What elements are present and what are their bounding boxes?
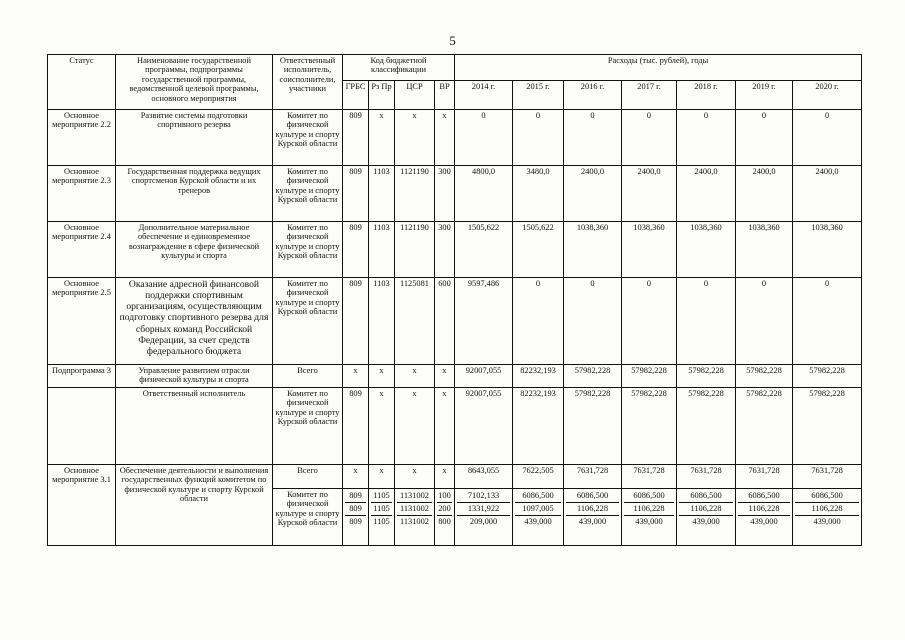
budget-table: [47, 54, 862, 546]
row-value: 92007,055: [455, 365, 513, 388]
sub-value: 439,000: [813, 517, 841, 526]
row-name: Ответственный исполнитель: [116, 388, 273, 465]
row-value: 0: [793, 278, 862, 365]
sub-csr-cell: [395, 489, 435, 546]
row-value: 0: [677, 110, 736, 166]
header-rzpr: Рз Пр: [369, 81, 395, 110]
sub-value: 6086,500: [795, 490, 859, 503]
sub-values-cell: [736, 489, 793, 546]
row-value: 92007,055: [455, 388, 513, 465]
row-grbs: 809: [343, 278, 369, 365]
sub-grbs-cell: [343, 489, 369, 546]
row-status: Подпрограмма 3: [48, 365, 116, 388]
row-value: 0: [736, 278, 793, 365]
row-responsible: Комитет по физической культуре и спорту Курской области: [273, 388, 343, 465]
sub-vr: 200: [437, 503, 452, 516]
row-status: Основное мероприятие 2.5: [48, 278, 116, 365]
row-value: 7631,728: [793, 465, 862, 489]
sub-value: 439,000: [578, 517, 607, 526]
row-value: 9597,486: [455, 278, 513, 365]
sub-value: 1097,005: [515, 503, 561, 516]
row-value: 1038,360: [793, 222, 862, 278]
sub-values-cell: [513, 489, 564, 546]
row-value: 57982,228: [564, 365, 622, 388]
sub-value: 7102,133: [457, 490, 510, 503]
row-value: 82232,193: [513, 388, 564, 465]
header-grbs: ГРБС: [343, 81, 369, 110]
header-year: 2017 г.: [622, 81, 677, 110]
sub-values-cell: [564, 489, 622, 546]
row-rzpr: х: [369, 365, 395, 388]
sub-value: 6086,500: [566, 490, 619, 503]
row-value: 1038,360: [736, 222, 793, 278]
row-csr: х: [395, 110, 435, 166]
header-vr: ВР: [435, 81, 455, 110]
row-csr: х: [395, 388, 435, 465]
sub-vr-cell: [435, 489, 455, 546]
header-expenses: Расходы (тыс. рублей), годы: [455, 55, 862, 81]
row-responsible: Комитет по физической культуре и спорту Курской области: [273, 278, 343, 365]
row-value: 7631,728: [736, 465, 793, 489]
sub-value: 439,000: [524, 517, 552, 526]
sub-value: 6086,500: [738, 490, 790, 503]
header-budget-code: Код бюджетной классификации: [343, 55, 455, 81]
row-value: 2400,0: [793, 166, 862, 222]
sub-value: 6086,500: [624, 490, 674, 503]
row-status: Основное мероприятие 2.2: [48, 110, 116, 166]
row-grbs: х: [343, 365, 369, 388]
sub-value: 439,000: [635, 517, 663, 526]
row-value: 1505,622: [455, 222, 513, 278]
row-value: 0: [677, 278, 736, 365]
sub-values-cell: [622, 489, 677, 546]
row-csr: 1125081: [395, 278, 435, 365]
table-row: [48, 365, 862, 388]
row-responsible: Комитет по физической культуре и спорту Курской области: [273, 489, 343, 546]
sub-vr: 800: [438, 517, 451, 526]
row-rzpr: х: [369, 465, 395, 489]
sub-csr: 1131002: [397, 503, 432, 516]
row-vr: 600: [435, 278, 455, 365]
row-csr: х: [395, 465, 435, 489]
sub-values-cell: [677, 489, 736, 546]
row-rzpr: 1103: [369, 278, 395, 365]
header-year: 2019 г.: [736, 81, 793, 110]
header-year: 2020 г.: [793, 81, 862, 110]
row-vr: 300: [435, 222, 455, 278]
sub-rzpr: 1105: [371, 503, 392, 516]
sub-rzpr-cell: [369, 489, 395, 546]
row-status: [48, 388, 116, 465]
row-rzpr: 1103: [369, 222, 395, 278]
sub-values-cell: [455, 489, 513, 546]
row-value: 2400,0: [736, 166, 793, 222]
header-year: 2018 г.: [677, 81, 736, 110]
row-value: 0: [564, 278, 622, 365]
row-status: Основное мероприятие 2.4: [48, 222, 116, 278]
row-value: 0: [736, 110, 793, 166]
sub-value: 1106,228: [795, 503, 859, 516]
row-value: 57982,228: [564, 388, 622, 465]
header-responsible: Ответственный исполнитель, соисполнители, участники: [273, 55, 343, 110]
row-value: 57982,228: [793, 365, 862, 388]
row-value: 1038,360: [564, 222, 622, 278]
row-responsible: Комитет по физической культуре и спорту Курской области: [273, 222, 343, 278]
row-grbs: 809: [343, 166, 369, 222]
header-year: 2016 г.: [564, 81, 622, 110]
row-responsible: Всего: [273, 465, 343, 489]
row-value: 7631,728: [564, 465, 622, 489]
row-name: Оказание адресной финансовой поддержки спортивным организациям, осуществляющим подготовку спортивного резерва для сборных команд Российской Федерации, за счет средств федерального бюджета: [116, 278, 273, 365]
sub-value: 209,000: [469, 517, 498, 526]
sub-value: 6086,500: [515, 490, 561, 503]
row-value: 57982,228: [622, 365, 677, 388]
table-row: [48, 388, 862, 465]
row-vr: х: [435, 465, 455, 489]
row-vr: х: [435, 365, 455, 388]
row-value: 57982,228: [736, 388, 793, 465]
header-status: Статус: [48, 55, 116, 110]
row-csr: 1121190: [395, 166, 435, 222]
row-value: 57982,228: [622, 388, 677, 465]
table-row: [48, 278, 862, 365]
row-value: 7631,728: [677, 465, 736, 489]
row-value: 0: [455, 110, 513, 166]
sub-value: 439,000: [750, 517, 778, 526]
row-name: Развитие системы подготовки спортивного резерва: [116, 110, 273, 166]
sub-csr: 1131002: [397, 490, 432, 503]
row-grbs: 809: [343, 222, 369, 278]
sub-value: 1106,228: [738, 503, 790, 516]
sub-value: 439,000: [692, 517, 720, 526]
row-value: 0: [622, 110, 677, 166]
row-value: 82232,193: [513, 365, 564, 388]
row-vr: 300: [435, 166, 455, 222]
header-year: 2015 г.: [513, 81, 564, 110]
row-name: Государственная поддержка ведущих спортсменов Курской области и их тренеров: [116, 166, 273, 222]
row-csr: х: [395, 365, 435, 388]
row-value: 8643,055: [455, 465, 513, 489]
row-value: 0: [513, 278, 564, 365]
row-rzpr: 1103: [369, 166, 395, 222]
sub-rzpr: 1105: [371, 490, 392, 503]
row-name: Обеспечение деятельности и выполнения государственных функций комитетом по физической культуре и спорту Курской области: [116, 465, 273, 546]
row-grbs: 809: [343, 110, 369, 166]
row-value: 4800,0: [455, 166, 513, 222]
row-rzpr: х: [369, 110, 395, 166]
row-value: 1505,622: [513, 222, 564, 278]
table-row: [48, 465, 862, 489]
row-responsible: Всего: [273, 365, 343, 388]
row-name: Дополнительное материальное обеспечение и единовременное вознаграждение в сфере физической культуры и спорта: [116, 222, 273, 278]
header-csr: ЦСР: [395, 81, 435, 110]
row-value: 57982,228: [677, 388, 736, 465]
row-grbs: х: [343, 465, 369, 489]
row-value: 7622,505: [513, 465, 564, 489]
row-responsible: Комитет по физической культуре и спорту Курской области: [273, 110, 343, 166]
sub-grbs: 809: [349, 517, 362, 526]
row-value: 0: [513, 110, 564, 166]
page-number: 5: [449, 33, 456, 48]
row-csr: 1121190: [395, 222, 435, 278]
sub-rzpr: 1105: [373, 517, 390, 526]
row-value: 2400,0: [622, 166, 677, 222]
row-value: 7631,728: [622, 465, 677, 489]
row-value: 57982,228: [793, 388, 862, 465]
table-row: [48, 110, 862, 166]
row-name: Управление развитием отрасли физической культуры и спорта: [116, 365, 273, 388]
row-value: 0: [622, 278, 677, 365]
header-year: 2014 г.: [455, 81, 513, 110]
row-status: Основное мероприятие 2.3: [48, 166, 116, 222]
sub-value: 1106,228: [624, 503, 674, 516]
sub-grbs: 809: [345, 490, 366, 503]
row-value: 57982,228: [677, 365, 736, 388]
sub-csr: 1131002: [399, 517, 429, 526]
row-status: Основное мероприятие 3.1: [48, 465, 116, 546]
row-responsible: Комитет по физической культуре и спорту Курской области: [273, 166, 343, 222]
row-value: 2400,0: [677, 166, 736, 222]
row-value: 0: [793, 110, 862, 166]
sub-values-cell: [793, 489, 862, 546]
table-row: [48, 222, 862, 278]
header-name: Наименование государственной программы, подпрограммы государственной программы, ведомственной целевой программы, основного мероприятия: [116, 55, 273, 110]
row-value: 0: [564, 110, 622, 166]
sub-value: 1331,922: [457, 503, 510, 516]
row-vr: х: [435, 388, 455, 465]
row-vr: х: [435, 110, 455, 166]
row-value: 1038,360: [622, 222, 677, 278]
sub-vr: 100: [437, 490, 452, 503]
row-value: 1038,360: [677, 222, 736, 278]
row-value: 3480,0: [513, 166, 564, 222]
sub-grbs: 809: [345, 503, 366, 516]
sub-value: 1106,228: [566, 503, 619, 516]
row-value: 57982,228: [736, 365, 793, 388]
row-rzpr: х: [369, 388, 395, 465]
row-value: 2400,0: [564, 166, 622, 222]
table-row: [48, 166, 862, 222]
sub-value: 1106,228: [679, 503, 733, 516]
row-grbs: 809: [343, 388, 369, 465]
sub-value: 6086,500: [679, 490, 733, 503]
